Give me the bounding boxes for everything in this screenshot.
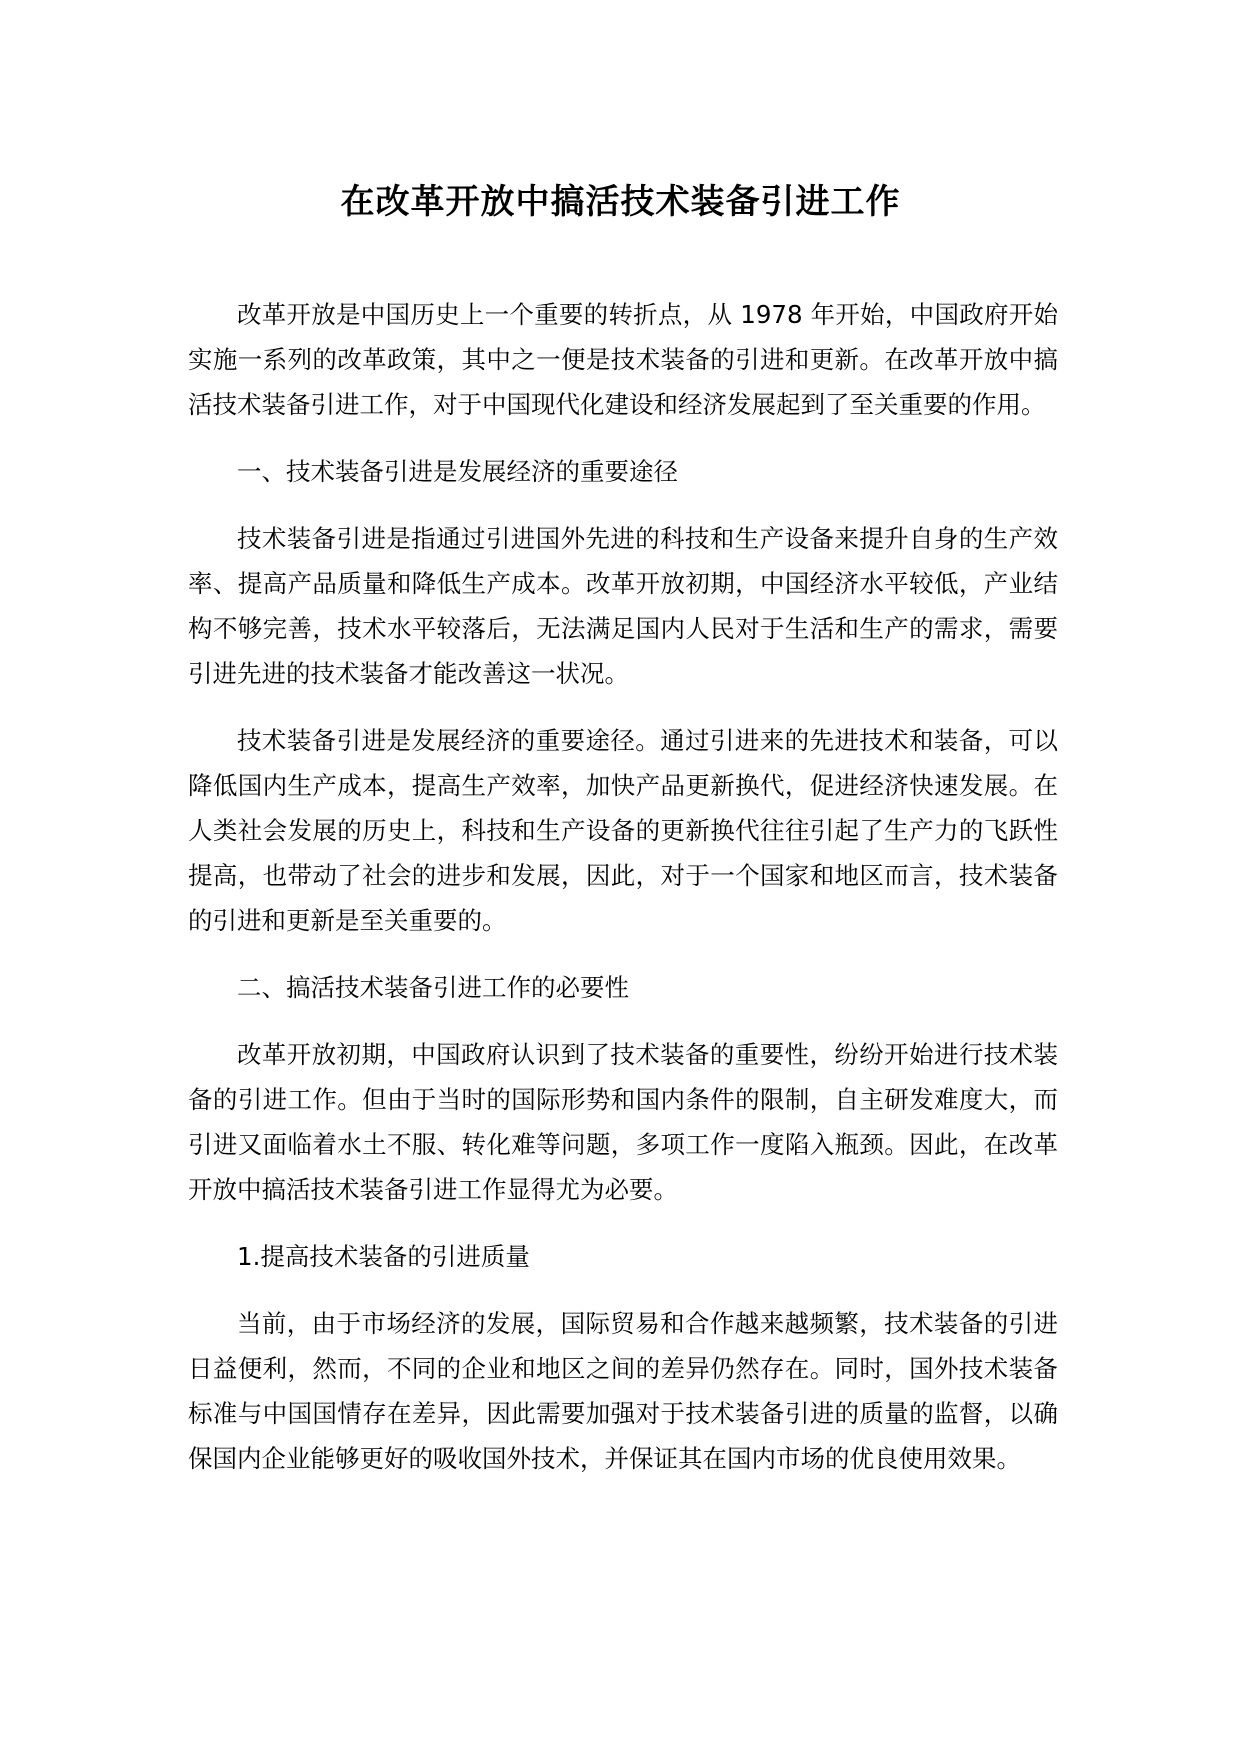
document-body [188, 292, 1058, 1503]
paragraph: 技术装备引进是发展经济的重要途径。通过引进来的先进技术和装备，可以降低国内生产成本，提高生产效率，加快产品更新换代，促进经济快速发展。在人类社会发展的历史上，科技和生产设备的更新换代往往引起了生产力的飞跃性提高，也带动了社会的进步和发展，因此，对于一个国家和地区而言，技术装备的引进和更新是至关重要的。 [188, 726, 1058, 935]
paragraph: 技术装备引进是指通过引进国外先进的科技和生产设备来提升自身的生产效率、提高产品质量和降低生产成本。改革开放初期，中国经济水平较低，产业结构不够完善，技术水平较落后，无法满足国内人民对于生活和生产的需求，需要引进先进的技术装备才能改善这一状况。 [188, 524, 1058, 688]
section-heading: 一、技术装备引进是发展经济的重要途径 [237, 457, 678, 486]
section-heading: 二、搞活技术装备引进工作的必要性 [237, 973, 629, 1002]
paragraph: 当前，由于市场经济的发展，国际贸易和合作越来越频繁，技术装备的引进日益便利，然而，不同的企业和地区之间的差异仍然存在。同时，国外技术装备标准与中国国情存在差异，因此需要加强对于技术装备引进的质量的监督，以确保国内企业能够更好的吸收国外技术，并保证其在国内市场的优良使用效果。 [188, 1309, 1058, 1473]
paragraph: 改革开放初期，中国政府认识到了技术装备的重要性，纷纷开始进行技术装备的引进工作。但由于当时的国际形势和国内条件的限制，自主研发难度大，而引进又面临着水土不服、转化难等问题，多项工作一度陷入瓶颈。因此，在改革开放中搞活技术装备引进工作显得尤为必要。 [188, 1040, 1058, 1204]
subsection-heading: 1.提高技术装备的引进质量 [237, 1242, 530, 1271]
paragraph: 改革开放是中国历史上一个重要的转折点，从 1978 年开始，中国政府开始实施一系列的改革政策，其中之一便是技术装备的引进和更新。在改革开放中搞活技术装备引进工作，对于中国现代化建设和经济发展起到了至关重要的作用。 [188, 300, 1058, 419]
document-title: 在改革开放中搞活技术装备引进工作 [340, 182, 901, 222]
